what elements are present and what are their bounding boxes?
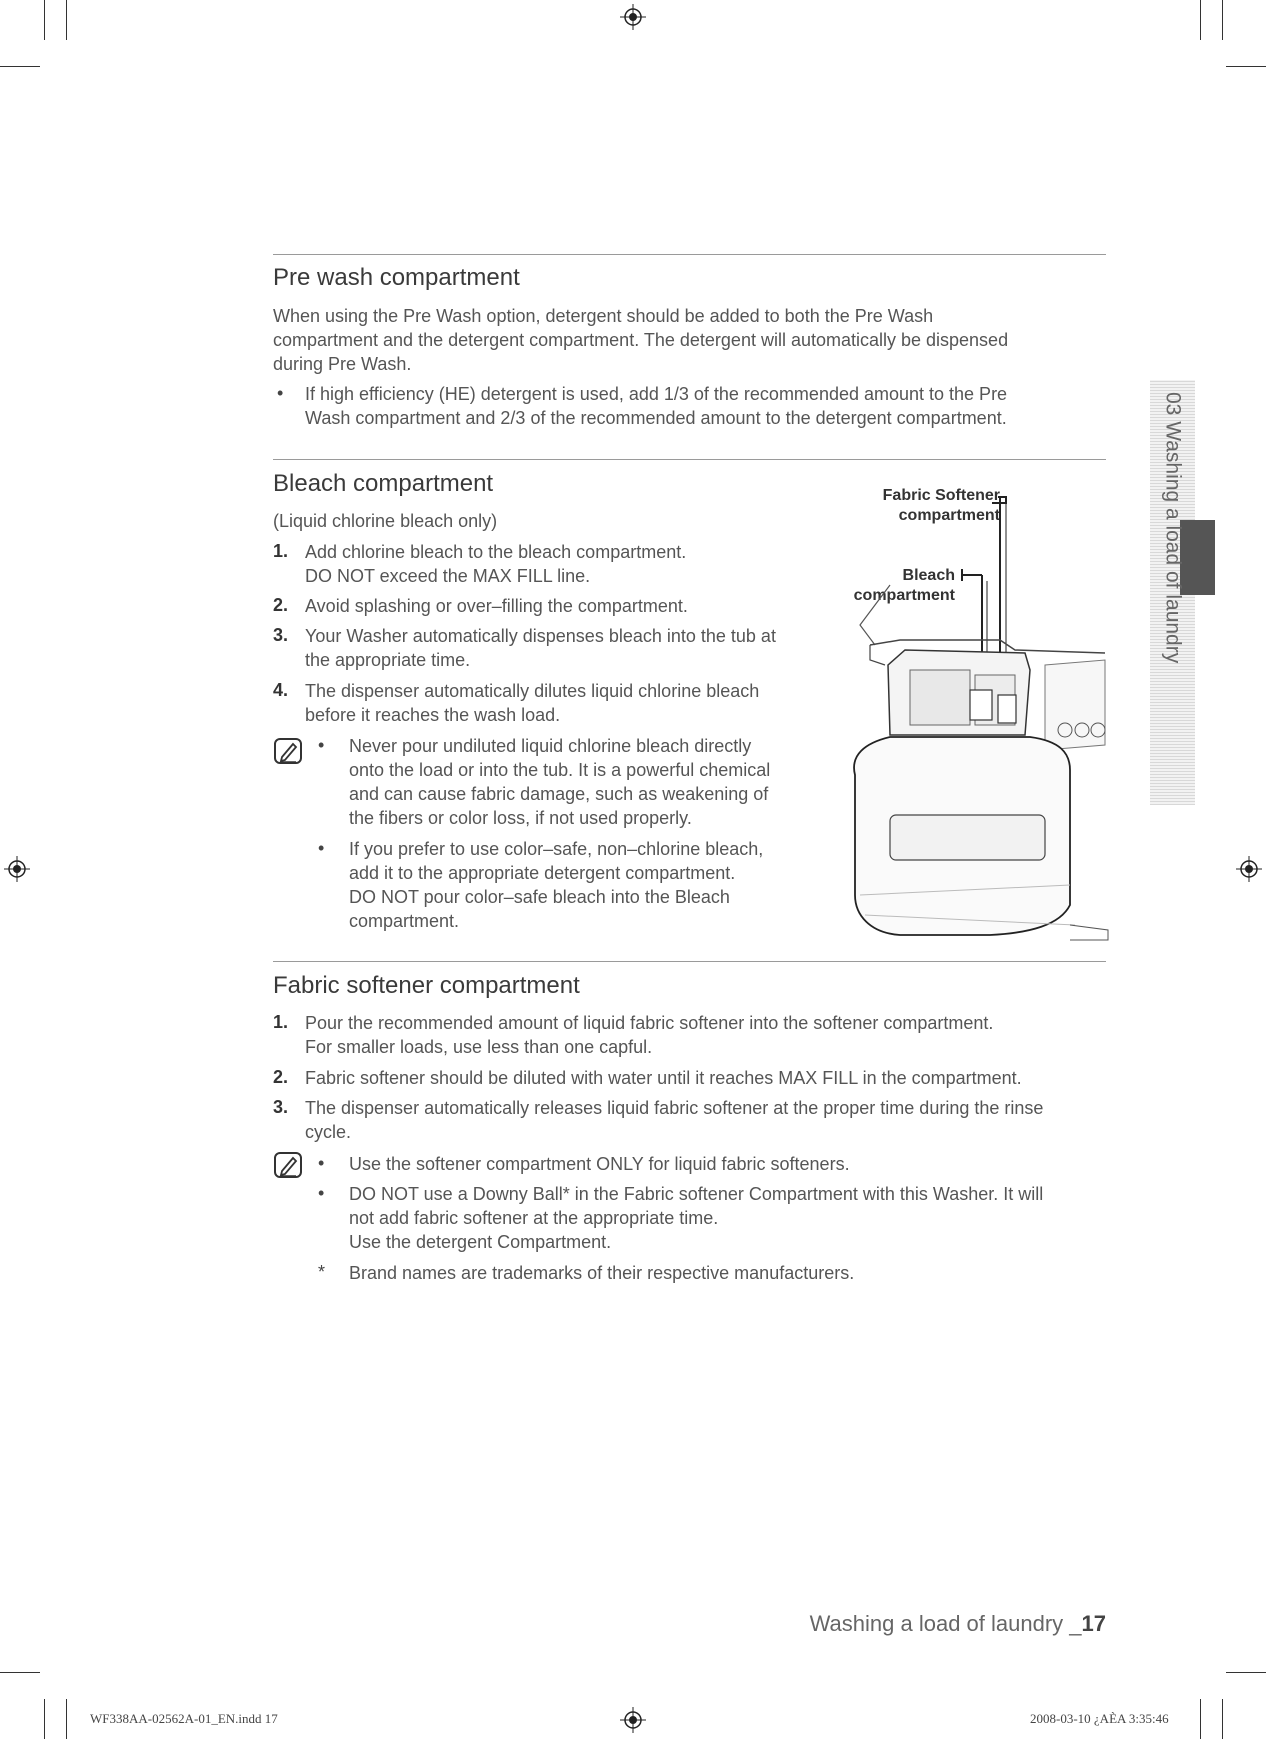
crop-mark [1222,1699,1223,1739]
bullet: • [318,1183,325,1203]
crop-mark [1200,0,1201,40]
list-number: 2. [273,1067,289,1087]
bullet: • [318,838,325,858]
page-footer [810,1611,1106,1637]
list-item-line: Your Washer automatically dispenses bleach into the tub at [305,626,776,646]
figure-label-line: Bleach [902,567,955,584]
list-item-line: The dispenser automatically releases liquid fabric softener at the proper time during the rinse [305,1098,1044,1118]
registration-mark-icon [620,1707,646,1733]
prewash-heading: Pre wash compartment [273,264,520,291]
note-line: DO NOT pour color–safe bleach into the Bleach [349,887,730,907]
note-line: onto the load or into the tub. It is a powerful chemical [349,760,771,780]
crop-mark [0,1672,40,1673]
crop-mark [44,1699,45,1739]
list-number: 1. [273,541,289,561]
list-item-line: Fabric softener should be diluted with water until it reaches MAX FILL in the compartment. [305,1068,1022,1088]
crop-mark [66,0,67,40]
list-number: 2. [273,595,289,615]
list-item-line: cycle. [305,1122,352,1142]
list-number: 1. [273,1012,289,1032]
slug-right: 2008-03-10 ¿AÈA 3:35:46 [1030,1711,1169,1726]
dispenser-drawer-illustration [830,485,1110,945]
note-line: compartment. [349,911,460,931]
prewash-paragraph-line: compartment and the detergent compartment. The detergent will automatically be dispensed [273,330,1009,350]
prewash-paragraph-line: during Pre Wash. [273,354,412,374]
prewash-bullet-line: If high efficiency (HE) detergent is used, add 1/3 of the recommended amount to the Pre [305,384,1008,404]
bullet: • [318,735,325,755]
list-item-line: Pour the recommended amount of liquid fabric softener into the softener compartment. [305,1013,994,1033]
list-item-line: DO NOT exceed the MAX FILL line. [305,566,591,586]
crop-mark [0,66,40,67]
crop-mark [66,1699,67,1739]
list-item-line: Add chlorine bleach to the bleach compartment. [305,542,687,562]
crop-mark [1200,1699,1201,1739]
bleach-subtitle: (Liquid chlorine bleach only) [273,511,498,531]
note-line: the fibers or color loss, if not used properly. [349,808,692,828]
registration-mark-icon [4,856,30,882]
note-line: DO NOT use a Downy Ball* in the Fabric softener Compartment with this Washer. It will [349,1184,1044,1204]
list-number: 4. [273,680,289,700]
note-line: Use the detergent Compartment. [349,1232,612,1252]
crop-mark [1226,1672,1266,1673]
figure-label-line: Fabric Softener [882,487,1000,504]
note-line: Use the softener compartment ONLY for liquid fabric softeners. [349,1154,850,1174]
crop-mark [1226,66,1266,67]
note-line: not add fabric softener at the appropriate time. [349,1208,719,1228]
note-line: Never pour undiluted liquid chlorine bleach directly [349,736,752,756]
prewash-bullet-line: Wash compartment and 2/3 of the recommended amount to the detergent compartment. [305,408,1007,428]
registration-mark-icon [620,4,646,30]
note-line: add it to the appropriate detergent compartment. [349,863,736,883]
list-number: 3. [273,1097,289,1117]
crop-mark [1222,0,1223,40]
list-number: 3. [273,625,289,645]
list-item-line: For smaller loads, use less than one capful. [305,1037,653,1057]
slug-left: WF338AA-02562A-01_EN.indd 17 [90,1711,278,1726]
side-tab-label: 03 Washing a load of laundry [1161,392,1185,664]
section-divider [273,961,1106,962]
prewash-paragraph-line: When using the Pre Wash option, detergent should be added to both the Pre Wash [273,306,934,326]
registration-mark-icon [1236,856,1262,882]
softener-heading: Fabric softener compartment [273,972,580,999]
list-item-line: Avoid splashing or over–filling the compartment. [305,596,688,616]
note-line: If you prefer to use color–safe, non–chlorine bleach, [349,839,764,859]
section-divider [273,459,1106,460]
page-number: 17 [1081,1611,1106,1636]
figure-label-line: compartment [853,587,955,604]
footnote: Brand names are trademarks of their respective manufacturers. [349,1263,855,1283]
bullet: • [318,1153,325,1173]
figure-label-line: compartment [898,507,1000,524]
list-item-line: The dispenser automatically dilutes liquid chlorine bleach [305,681,760,701]
bleach-heading: Bleach compartment [273,470,494,497]
crop-mark [44,0,45,40]
asterisk: * [318,1262,326,1282]
section-divider [273,254,1106,255]
note-line: and can cause fabric damage, such as weakening of [349,784,769,804]
list-item-line: before it reaches the wash load. [305,705,561,725]
list-item-line: the appropriate time. [305,650,471,670]
note-icon [273,1151,303,1181]
note-icon [273,737,303,767]
footer-title: Washing a load of laundry _ [809,1611,1082,1636]
bullet: • [277,383,284,403]
